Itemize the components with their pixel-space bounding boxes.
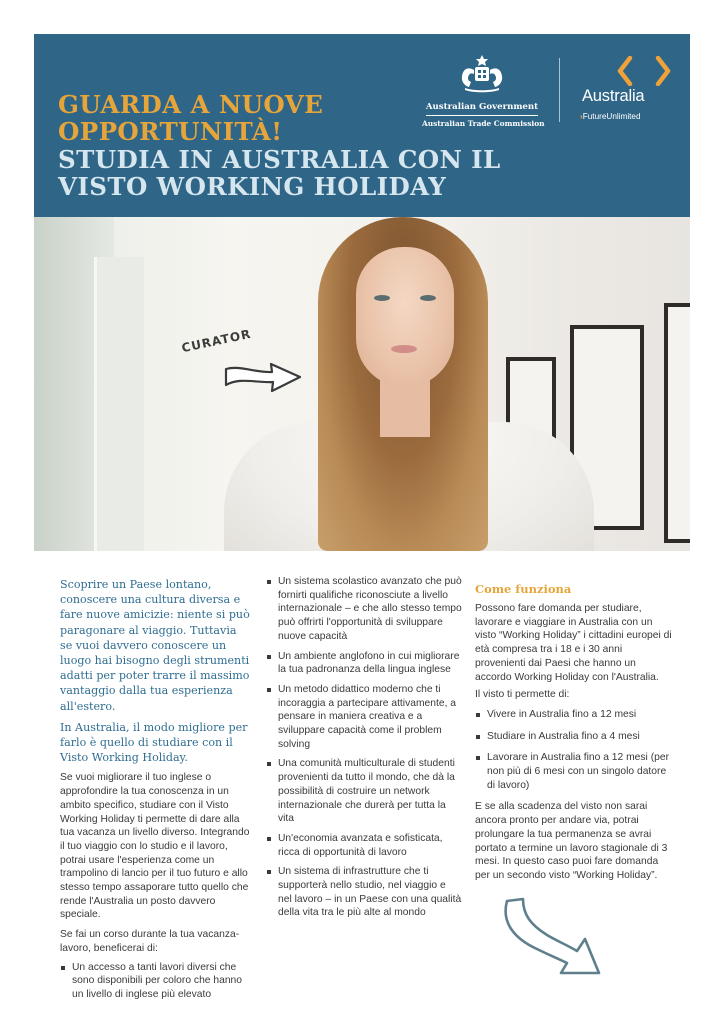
government-name: Australian Government xyxy=(425,102,539,112)
photo-door xyxy=(94,257,144,551)
section-heading: Come funziona xyxy=(475,582,572,596)
list-item: Un sistema scolastico avanzato che può fornirti qualifiche riconosciute a livello internazionale – e che allo stesso tempo può offrirti l'opportunità di sviluppare nuove capacità xyxy=(266,575,462,644)
coat-of-arms-icon xyxy=(457,54,507,94)
title-line-4: VISTO WORKING HOLIDAY xyxy=(58,172,447,201)
visa-permits-list xyxy=(475,708,675,793)
logo-divider xyxy=(559,58,560,122)
government-rule xyxy=(426,115,538,116)
list-item: Un ambiente anglofono in cui migliorare la tua padronanza della lingua inglese xyxy=(266,650,462,677)
person-lips xyxy=(391,345,417,353)
list-item: Studiare in Australia fino a 4 mesi xyxy=(475,730,675,744)
how-body-2: Il visto ti permette di: xyxy=(475,689,570,701)
intro-lead-1: Scoprire un Paese lontano, conoscere una cultura diversa e fare nuove amicizie: niente si può paragonare al viaggio. Tuttavia se vuoi davvero conoscere un luogo hai bisogno degli strumenti adatti per poter trarre il massimo vantaggio dalla tua esperienza all'estero. xyxy=(60,578,250,713)
title-line-3: STUDIA IN AUSTRALIA CON IL xyxy=(58,145,501,174)
picture-frame xyxy=(664,303,690,543)
how-body-1: Possono fare domanda per studiare, lavorare e viaggiare in Australia con un visto “Working Holiday” i cittadini europei di età compresa tra i 18 e i 30 anni provenienti dai Paesi che hanno un accordo Working Holiday con l'Australia. xyxy=(475,603,672,683)
tagline-unlimited: Unlimited xyxy=(606,112,641,121)
how-body-3: E se alla scadenza del visto non sarai ancora pronto per andare via, potrai prolungare la tua permanenza se avrai portato a termine un lavoro stagionale di 3 mesi. In questo caso puoi fare domanda per un secondo visto “Working Holiday”. xyxy=(475,801,668,881)
column-benefits xyxy=(266,575,462,926)
tagline-future: Future xyxy=(582,112,607,121)
intro-lead-2: In Australia, il modo migliore per farlo è quello di studiare con il Visto Working Holiday. xyxy=(60,720,248,765)
intro-body-1: Se vuoi migliorare il tuo inglese o approfondire la tua conoscenza in un ambito specifico, studiare con il Visto Working Holiday ti permette di dare alla tua vacanza un livello diverso. Integrando il tuo viaggio con lo studio e il lavoro, potrai usare l'esperienza come un trampolino di lancio per il tuo futuro e allo stesso tempo assaporare tutto quello che rende l'Australia un posto davvero speciale. xyxy=(60,772,250,921)
tagline-chevron: › xyxy=(580,112,583,121)
person-face xyxy=(356,247,454,387)
brand-tagline xyxy=(580,112,641,121)
list-item: Un sistema di infrastrutture che ti supporterà nello studio, nel viaggio e nel lavoro – in un Paese con una qualità della vita tra le più alte al mondo xyxy=(266,865,462,920)
agency-name: Australian Trade Commission xyxy=(422,119,545,128)
title-line-2: OPPORTUNITÀ! xyxy=(58,117,283,146)
benefits-list-start xyxy=(60,961,252,1002)
list-item: Un'economia avanzata e sofisticata, ricca di opportunità di lavoro xyxy=(266,832,462,859)
benefits-list xyxy=(266,575,462,920)
curved-arrow-down-icon xyxy=(497,893,609,985)
list-item: Una comunità multiculturale di studenti provenienti da tutto il mondo, che dà la possibilità di costruire un network internazionale che durerà per tutta la vita xyxy=(266,757,462,826)
brand-name: Australia xyxy=(582,87,645,105)
title-line-1: GUARDA A NUOVE xyxy=(58,90,324,119)
left-chevron-icon xyxy=(617,56,633,86)
person-eye xyxy=(374,295,390,301)
curator-label: CURATOR xyxy=(180,326,253,356)
intro-body-2: Se fai un corso durante la tua vacanza-lavoro, beneficerai di: xyxy=(60,929,240,954)
curved-arrow-right-icon xyxy=(222,359,304,395)
list-item: Un metodo didattico moderno che ti incoraggia a partecipare attivamente, a pensare in maniera creativa e a sviluppare capacità come il problem solving xyxy=(266,683,462,752)
header-band xyxy=(34,34,690,217)
list-item: Lavorare in Australia fino a 12 mesi (per non più di 6 mesi con un singolo datore di lavoro) xyxy=(475,751,675,792)
list-item: Un accesso a tanti lavori diversi che sono disponibili per coloro che hanno un livello di inglese più elevato xyxy=(60,961,252,1002)
list-item: Vivere in Australia fino a 12 mesi xyxy=(475,708,675,722)
right-chevron-icon xyxy=(655,56,671,86)
column-intro xyxy=(60,577,252,1008)
person-eye xyxy=(420,295,436,301)
column-how-it-works xyxy=(475,578,675,883)
government-logo xyxy=(422,54,545,128)
hero-photo xyxy=(34,217,690,551)
